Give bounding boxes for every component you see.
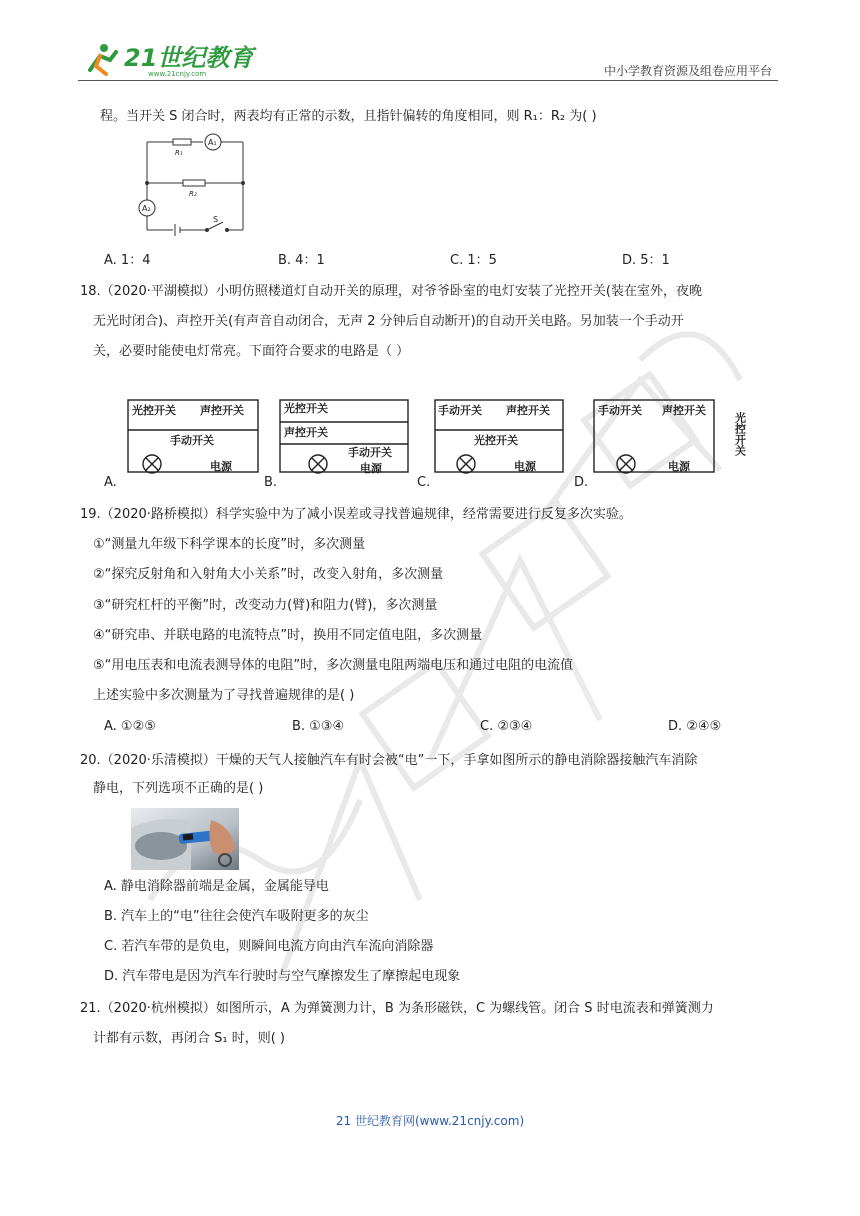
q18-a-manual-label: 手动开关 [170, 434, 214, 447]
q19-item-4: ④“研究串、并联电路的电流特点”时，换用不同定值电阻，多次测量 [93, 628, 483, 643]
q18-b-power-label: 电源 [360, 462, 382, 475]
q19-item-2: ②“探究反射角和入射角大小关系”时，改变入射角，多次测量 [93, 567, 444, 582]
q18-c-light-label: 光控开关 [474, 434, 518, 447]
header-divider [78, 80, 778, 81]
q18-line2: 无光时闭合)、声控开关(有声音自动闭合，无声 2 分钟后自动断开)的自动开关电路。另加装一个手动开 [93, 314, 684, 329]
q19-option-c[interactable]: C. ②③④ [480, 719, 533, 734]
q18-c-power-label: 电源 [514, 460, 536, 473]
q20-option-a[interactable]: A. 静电消除器前端是金属，金属能导电 [104, 879, 329, 894]
q18-option-b[interactable]: B. [264, 475, 278, 490]
q20-line2: 静电，下列选项不正确的是( ) [93, 781, 264, 796]
q17-option-c[interactable]: C. 1：5 [450, 253, 497, 268]
q18-b-sound-label: 声控开关 [284, 426, 328, 439]
q18-option-d[interactable]: D. [574, 475, 589, 490]
q19-question: 上述实验中多次测量为了寻找普遍规律的是( ) [93, 688, 355, 703]
q19-item-5: ⑤“用电压表和电流表测导体的电阻”时，多次测量电阻两端电压和通过电阻的电流值 [93, 658, 574, 673]
q17-text: 程。当开关 S 闭合时，两表均有正常的示数，且指针偏转的角度相同，则 R₁：R₂ 为( ) [100, 109, 597, 124]
q19-option-a[interactable]: A. ①②⑤ [104, 719, 156, 734]
q17-option-d[interactable]: D. 5：1 [622, 253, 670, 268]
q18-d-light-vertical-label: 光控开关 [733, 412, 747, 456]
q19-option-b[interactable]: B. ①③④ [292, 719, 345, 734]
q18-c-manual-label: 手动开关 [438, 404, 482, 417]
q19-item-1: ①“测量九年级下科学课本的长度”时，多次测量 [93, 537, 366, 552]
q18-b-manual-label: 手动开关 [348, 446, 392, 459]
q20-option-b[interactable]: B. 汽车上的“电”往往会使汽车吸附更多的灰尘 [104, 909, 369, 924]
q18-d-manual-label: 手动开关 [598, 404, 642, 417]
q19-item-3: ③“研究杠杆的平衡”时，改变动力(臂)和阻力(臂)，多次测量 [93, 598, 438, 613]
q21-line1: 21.（2020·杭州模拟）如图所示，A 为弹簧测力计，B 为条形磁铁，C 为螺线管。闭合 S 时电流表和弹簧测力 [80, 1001, 714, 1016]
q18-option-a[interactable]: A. [104, 475, 117, 490]
q18-option-c[interactable]: C. [417, 475, 431, 490]
runner-icon [80, 40, 280, 80]
q17-option-b[interactable]: B. 4：1 [278, 253, 325, 268]
header-platform-title: 中小学教育资源及组卷应用平台 [603, 64, 772, 78]
q17-a1-label: A₁ [208, 138, 217, 147]
q18-a-sound-label: 声控开关 [200, 404, 244, 417]
q18-b-light-label: 光控开关 [284, 402, 328, 415]
q17-circuit-diagram [135, 130, 250, 245]
q20-option-c[interactable]: C. 若汽车带的是负电，则瞬间电流方向由汽车流向消除器 [104, 939, 434, 954]
q18-a-light-label: 光控开关 [132, 404, 176, 417]
q17-r2-label: R₂ [189, 190, 197, 198]
q18-d-sound-label: 声控开关 [662, 404, 706, 417]
site-logo [80, 40, 280, 80]
q21-line2: 计都有示数，再闭合 S₁ 时，则( ) [93, 1031, 286, 1046]
logo-url: www.21cnjy.com [148, 70, 207, 78]
q17-a2-label: A₂ [142, 204, 151, 213]
q19-line1: 19.（2020·路桥模拟）科学实验中为了减小误差或寻找普遍规律，经常需要进行反复多次实验。 [80, 507, 632, 522]
q17-r1-label: R₁ [175, 149, 183, 157]
q20-option-d[interactable]: D. 汽车带电是因为汽车行驶时与空气摩擦发生了摩擦起电现象 [104, 969, 461, 984]
footer-site-link[interactable]: 21 世纪教育网(www.21cnjy.com) [335, 1114, 525, 1128]
q17-option-a[interactable]: A. 1：4 [104, 253, 151, 268]
q20-line1: 20.（2020·乐清模拟）干燥的天气人接触汽车有时会被“电”一下，手拿如图所示的静电消除器接触汽车消除 [80, 753, 698, 768]
static-eliminator-photo [131, 808, 239, 870]
q18-c-sound-label: 声控开关 [506, 404, 550, 417]
q18-line1: 18.（2020·平湖模拟）小明仿照楼道灯自动开关的原理，对爷爷卧室的电灯安装了光控开关(装在室外，夜晚 [80, 284, 702, 299]
q18-a-power-label: 电源 [210, 460, 232, 473]
q19-option-d[interactable]: D. ②④⑤ [668, 719, 722, 734]
logo-text: 21世纪教育 [124, 44, 254, 72]
q18-d-power-label: 电源 [668, 460, 690, 473]
q17-s-label: S [213, 215, 219, 224]
q18-line3: 关，必要时能使电灯常亮。下面符合要求的电路是（ ） [93, 344, 410, 359]
